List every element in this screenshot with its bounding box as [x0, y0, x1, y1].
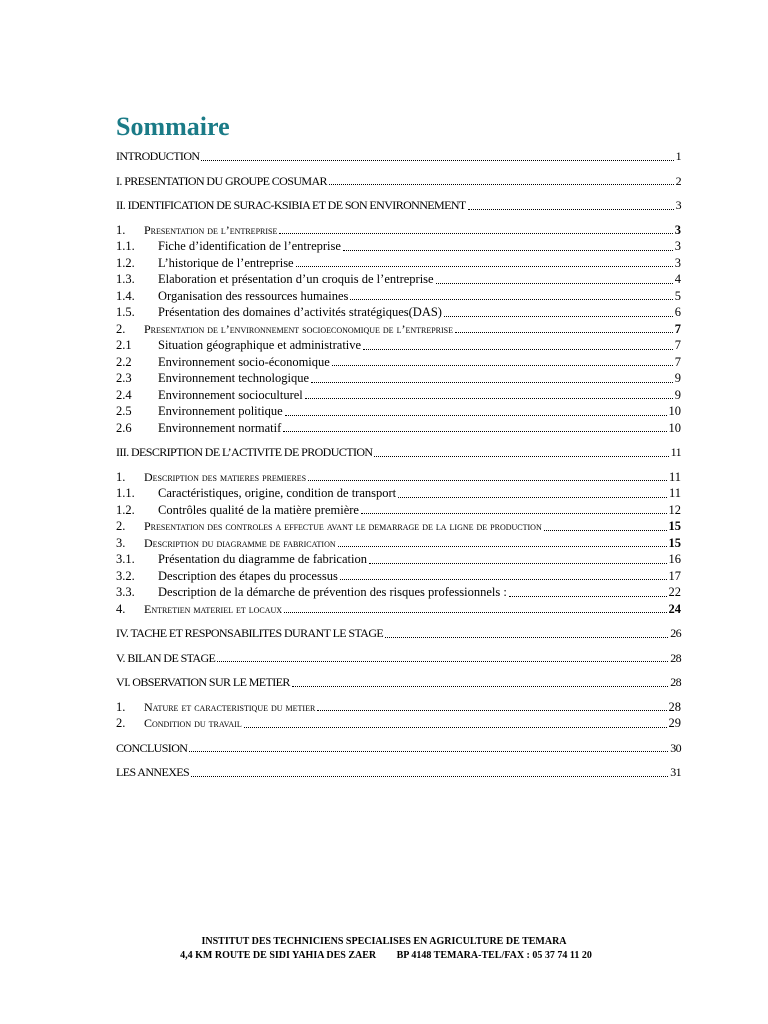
toc-entry-page: 12	[668, 502, 681, 517]
toc-entry[interactable]	[116, 304, 681, 321]
toc-dot-leader	[283, 431, 666, 432]
toc-entry[interactable]	[116, 271, 681, 288]
toc-dot-leader	[338, 546, 667, 547]
toc-dot-leader	[311, 382, 673, 383]
toc-entry-page: 3	[675, 198, 681, 212]
toc-entry-number: 1.2.	[116, 255, 135, 270]
toc-entry[interactable]	[116, 625, 681, 642]
toc-dot-leader	[544, 530, 667, 531]
toc-entry-number: 1.2.	[116, 502, 135, 517]
toc-entry-label: Entretien materiel et locaux	[144, 601, 283, 616]
toc-entry-label: L’historique de l’entreprise	[158, 255, 294, 270]
toc-entry[interactable]	[116, 764, 681, 781]
toc-dot-leader	[317, 710, 666, 711]
toc-entry-label: Environnement normatif	[158, 420, 282, 435]
toc-entry-number: 2.2	[116, 354, 132, 369]
toc-entry-label: IV. TACHE ET RESPONSABILITES DURANT LE STAGE	[116, 626, 384, 640]
toc-entry-page: 7	[674, 354, 681, 369]
toc-dot-leader	[343, 250, 673, 251]
toc-dot-leader	[284, 612, 666, 613]
toc-entry-page: 2	[675, 173, 681, 188]
toc-dot-leader	[329, 184, 674, 185]
footer-address	[0, 949, 768, 963]
toc-entry[interactable]	[116, 650, 681, 667]
toc-entry-label: Description du diagramme de fabrication	[144, 535, 336, 550]
toc-entry-page: 3	[674, 239, 681, 253]
toc-entry-number: 2.5	[116, 404, 132, 418]
toc-entry[interactable]	[116, 148, 681, 165]
toc-entry-label: CONCLUSION	[116, 740, 188, 755]
toc-entry[interactable]	[116, 387, 681, 404]
toc-entry-label: Environnement politique	[158, 404, 283, 418]
toc-entry-label: Organisation des ressources humaines	[158, 288, 349, 303]
toc-entry-page: 17	[668, 568, 681, 583]
toc-entry[interactable]	[116, 403, 681, 420]
toc-dot-leader	[191, 776, 668, 777]
toc-entry-number: 1.	[116, 222, 126, 237]
toc-entry-page: 6	[674, 305, 681, 319]
toc-entry-label: III. DESCRIPTION DE L’ACTIVITE DE PRODUCTION	[116, 445, 373, 459]
toc-entry-label: VI. OBSERVATION SUR LE METIER	[116, 675, 290, 689]
toc-entry-page: 29	[668, 716, 681, 730]
toc-entry[interactable]	[116, 674, 681, 691]
toc-entry-page: 15	[668, 535, 681, 550]
toc-entry-page: 31	[670, 765, 681, 779]
toc-entry-page: 1	[675, 149, 681, 163]
toc-entry-page: 9	[674, 371, 681, 385]
toc-entry-number: 1.	[116, 469, 126, 484]
toc-entry-page: 11	[668, 469, 681, 484]
toc-entry-number: 1.1.	[116, 239, 135, 253]
toc-dot-leader	[279, 233, 672, 234]
toc-entry[interactable]	[116, 255, 681, 272]
toc-dot-leader	[350, 299, 672, 300]
toc-entry-page: 7	[674, 321, 681, 336]
toc-dot-leader	[363, 349, 673, 350]
toc-dot-leader	[305, 398, 673, 399]
toc-entry-label: Description des matieres premieres	[144, 469, 307, 484]
toc-dot-leader	[509, 596, 667, 597]
toc-entry-label: INTRODUCTION	[116, 149, 200, 163]
toc-entry[interactable]	[116, 337, 681, 354]
toc-entry-page: 24	[668, 601, 681, 616]
toc-entry-page: 30	[670, 740, 681, 755]
toc-dot-leader	[385, 637, 668, 638]
toc-entry-label: Présentation du diagramme de fabrication	[158, 552, 367, 566]
toc-entry-label: Condition du travail	[144, 716, 242, 730]
toc-entry-page: 3	[674, 255, 681, 270]
toc-entry-page: 11	[668, 486, 681, 500]
toc-entry-number: 2.	[116, 321, 126, 336]
toc-entry[interactable]	[116, 444, 681, 461]
toc-entry-page: 28	[670, 675, 681, 689]
toc-entry[interactable]	[116, 715, 681, 732]
toc-entry[interactable]	[116, 551, 681, 568]
toc-entry-page: 7	[674, 338, 681, 352]
toc-dot-leader	[361, 513, 667, 514]
toc-dot-leader	[308, 480, 667, 481]
toc-entry[interactable]	[116, 740, 681, 757]
toc-entry-number: 2.6	[116, 420, 132, 435]
toc-dot-leader	[332, 365, 673, 366]
toc-dot-leader	[292, 686, 668, 687]
toc-entry[interactable]	[116, 535, 681, 552]
toc-entry[interactable]	[116, 288, 681, 305]
toc-entry-number: 1.5.	[116, 305, 135, 319]
toc-dot-leader	[285, 415, 667, 416]
toc-entry-label: II. IDENTIFICATION DE SURAC-KSIBIA ET DE SON ENVIRONNEMENT	[116, 198, 466, 212]
toc-entry-number: 2.3	[116, 371, 132, 385]
toc-entry-page: 22	[668, 585, 681, 599]
toc-entry-number: 1.	[116, 699, 126, 714]
toc-entry-page: 3	[674, 222, 681, 237]
toc-entry-number: 3.3.	[116, 585, 135, 599]
toc-entry-page: 16	[668, 552, 681, 566]
toc-dot-leader	[296, 266, 673, 267]
toc-entry-label: Environnement socioculturel	[158, 387, 303, 402]
toc-entry-number: 3.2.	[116, 568, 135, 583]
toc-entry-page: 10	[668, 420, 681, 435]
page-title: Sommaire	[116, 112, 230, 141]
toc-dot-leader	[455, 332, 673, 333]
toc-entry-label: Presentation de l’entreprise	[144, 222, 278, 237]
footer-address-right: BP 4148 TEMARA-TEL/FAX : 05 37 74 11 20	[396, 950, 592, 961]
toc-entry-page: 11	[670, 445, 681, 459]
toc-entry[interactable]	[116, 420, 681, 437]
toc-entry-page: 5	[674, 288, 681, 303]
toc-entry[interactable]	[116, 502, 681, 519]
footer-institution: INSTITUT DES TECHNICIENS SPECIALISES EN AGRICULTURE DE TEMARA	[201, 936, 567, 947]
toc-dot-leader	[436, 283, 673, 284]
toc-entry-label: Environnement technologique	[158, 371, 310, 385]
toc-entry[interactable]	[116, 584, 681, 601]
toc-entry-label: Presentation de l’environnement socioeconomique de l’entreprise	[144, 321, 454, 336]
toc-entry-label: LES ANNEXES	[116, 765, 190, 779]
table-of-contents	[116, 148, 681, 781]
toc-entry-page: 9	[674, 387, 681, 402]
toc-dot-leader	[340, 579, 667, 580]
toc-entry-number: 1.3.	[116, 272, 135, 286]
toc-dot-leader	[398, 497, 667, 498]
toc-entry-page: 26	[670, 626, 681, 640]
toc-entry[interactable]	[116, 321, 681, 338]
toc-entry[interactable]	[116, 197, 681, 214]
toc-entry-page: 28	[668, 699, 681, 714]
toc-entry-label: Presentation des controles a effectue avant le demarrage de la ligne de production	[144, 519, 542, 533]
toc-entry[interactable]	[116, 238, 681, 255]
toc-entry-label: Présentation des domaines d’activités stratégiques(DAS)	[158, 305, 442, 319]
toc-entry-number: 2.	[116, 716, 126, 730]
toc-entry-label: Environnement socio-économique	[158, 354, 330, 369]
toc-entry-label: Elaboration et présentation d’un croquis de l’entreprise	[158, 272, 434, 286]
toc-entry-label: I. PRESENTATION DU GROUPE COSUMAR	[116, 173, 327, 188]
toc-entry[interactable]	[116, 370, 681, 387]
toc-entry-label: Situation géographique et administrative	[158, 338, 362, 352]
toc-entry-number: 2.1	[116, 338, 132, 352]
toc-entry[interactable]	[116, 469, 681, 486]
toc-entry-page: 28	[670, 650, 681, 665]
toc-entry-page: 4	[674, 272, 681, 286]
toc-dot-leader	[369, 563, 667, 564]
toc-entry-number: 2.	[116, 519, 126, 533]
toc-entry-label: Nature et caracteristique du metier	[144, 699, 316, 714]
toc-entry[interactable]	[116, 699, 681, 716]
toc-dot-leader	[244, 727, 667, 728]
toc-dot-leader	[189, 751, 668, 752]
toc-entry-number: 2.4	[116, 387, 132, 402]
toc-entry-label: Description de la démarche de prévention des risques professionnels :	[158, 585, 507, 599]
footer-address-left: 4,4 KM ROUTE DE SIDI YAHIA DES ZAER	[180, 950, 377, 961]
toc-entry-number: 3.	[116, 535, 126, 550]
toc-entry-page: 10	[668, 404, 681, 418]
toc-entry-number: 3.1.	[116, 552, 135, 566]
toc-dot-leader	[444, 316, 673, 317]
toc-entry-label: Contrôles qualité de la matière première	[158, 502, 359, 517]
toc-entry-label: Description des étapes du processus	[158, 568, 338, 583]
toc-entry-page: 15	[668, 519, 681, 533]
toc-entry-number: 4.	[116, 601, 126, 616]
toc-entry[interactable]	[116, 568, 681, 585]
toc-entry[interactable]	[116, 222, 681, 239]
toc-entry-number: 1.1.	[116, 486, 135, 500]
toc-entry[interactable]	[116, 485, 681, 502]
toc-dot-leader	[374, 456, 668, 457]
toc-dot-leader	[201, 160, 673, 161]
toc-entry-label: V. BILAN DE STAGE	[116, 650, 216, 665]
toc-dot-leader	[468, 209, 674, 210]
toc-entry-label: Fiche d’identification de l’entreprise	[158, 239, 341, 253]
toc-entry[interactable]	[116, 601, 681, 618]
toc-entry[interactable]	[116, 354, 681, 371]
toc-entry-number: 1.4.	[116, 288, 135, 303]
footer	[0, 935, 768, 963]
toc-dot-leader	[217, 661, 668, 662]
toc-entry[interactable]	[116, 173, 681, 190]
toc-entry[interactable]	[116, 518, 681, 535]
toc-entry-label: Caractéristiques, origine, condition de transport	[158, 486, 397, 500]
